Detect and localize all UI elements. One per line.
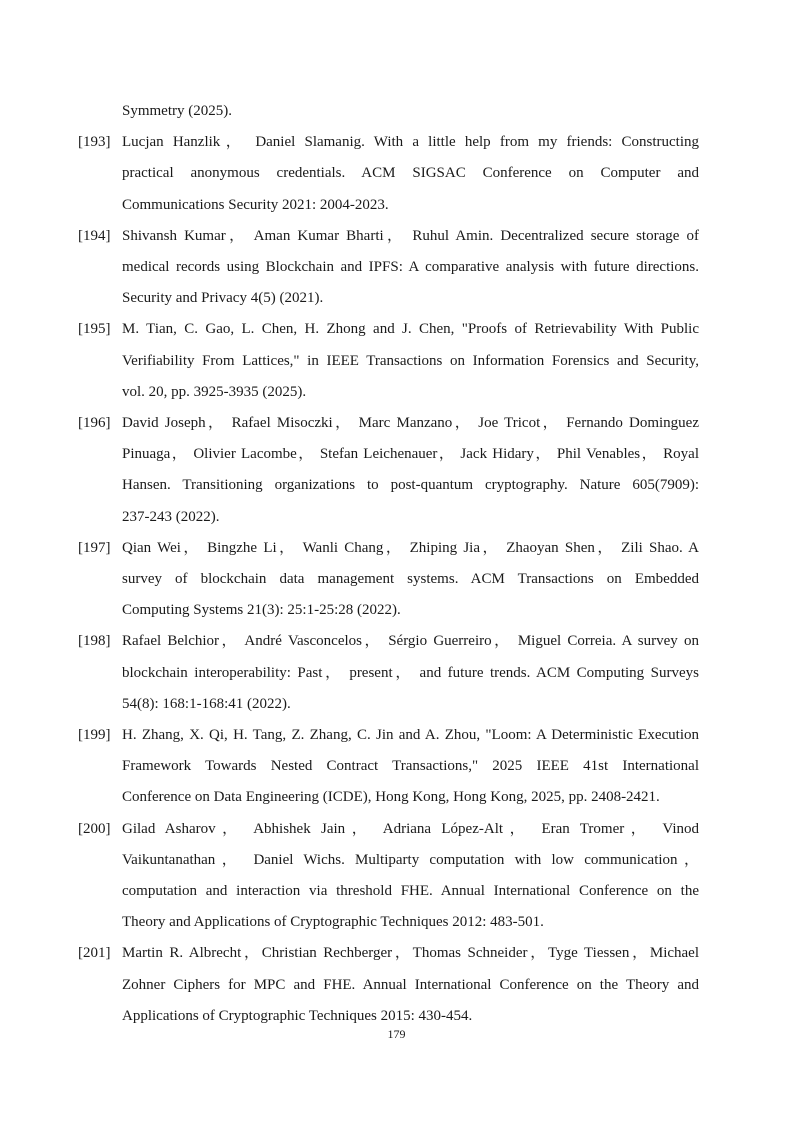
reference-number: [197] (78, 539, 111, 556)
reference-line: vol. 20, pp. 3925-3935 (2025). (122, 383, 307, 400)
reference-line: Vaikuntanathan， Daniel Wichs. Multiparty computation with low communication， (122, 851, 699, 868)
reference-line: Computing Systems 21(3): 25:1-25:28 (2022). (122, 602, 401, 619)
reference-line: Security and Privacy 4(5) (2021). (122, 290, 324, 307)
reference-line: Framework Towards Nested Contract Transactions," 2025 IEEE 41st International (122, 758, 699, 775)
reference-number: [198] (78, 633, 111, 650)
reference-line: 54(8): 168:1-168:41 (2022). (122, 695, 291, 712)
reference-line: Martin R. Albrecht，Christian Rechberger，Thomas Schneider，Tyge Tiessen，Michael (122, 945, 699, 962)
reference-text (122, 221, 699, 315)
reference-entry (0, 938, 793, 1032)
reference-line: practical anonymous credentials. ACM SIGSAC Conference on Computer and (122, 165, 699, 182)
reference-line: Rafael Belchior， André Vasconcelos， Sérgio Guerreiro， Miguel Correia. A survey on (122, 633, 699, 650)
reference-line: Hansen. Transitioning organizations to post-quantum cryptography. Nature 605(7909): (122, 477, 699, 494)
reference-line: Conference on Data Engineering (ICDE), Hong Kong, Hong Kong, 2025, pp. 2408-2421. (122, 789, 660, 806)
reference-entry (0, 533, 793, 627)
reference-line: blockchain interoperability: Past， present， and future trends. ACM Computing Surveys (122, 664, 699, 681)
reference-number: [195] (78, 321, 111, 338)
reference-entry (0, 720, 793, 814)
reference-number: [200] (78, 820, 111, 837)
reference-entry (0, 127, 793, 221)
reference-line: Theory and Applications of Cryptographic Techniques 2012: 483-501. (122, 914, 544, 931)
continuation-line: Symmetry (2025). (122, 103, 232, 119)
reference-number: [193] (78, 134, 111, 151)
reference-text (122, 533, 699, 627)
reference-entry (0, 314, 793, 408)
reference-line: Shivansh Kumar， Aman Kumar Bharti， Ruhul Amin. Decentralized secure storage of (122, 227, 699, 244)
reference-line: Applications of Cryptographic Techniques 2015: 430-454. (122, 1007, 473, 1024)
reference-number: [201] (78, 945, 111, 962)
reference-line: Zohner Ciphers for MPC and FHE. Annual International Conference on the Theory and (122, 976, 699, 993)
reference-number: [199] (78, 727, 111, 744)
reference-number: [194] (78, 227, 111, 244)
reference-line: Pinuaga， Olivier Lacombe， Stefan Leichenauer， Jack Hidary， Phil Venables， Royal (122, 446, 699, 463)
reference-line: Qian Wei， Bingzhe Li， Wanli Chang， Zhiping Jia， Zhaoyan Shen， Zili Shao. A (122, 539, 699, 556)
reference-text (122, 814, 699, 939)
reference-line: 237-243 (2022). (122, 508, 220, 525)
reference-line: H. Zhang, X. Qi, H. Tang, Z. Zhang, C. Jin and A. Zhou, "Loom: A Deterministic Execution (122, 727, 699, 744)
reference-text (122, 408, 699, 533)
reference-entries (0, 127, 793, 1032)
reference-entry (0, 221, 793, 315)
reference-text (122, 938, 699, 1032)
reference-line: M. Tian, C. Gao, L. Chen, H. Zhong and J. Chen, "Proofs of Retrievability With Public (122, 321, 699, 338)
reference-list (0, 96, 793, 1032)
reference-text (122, 626, 699, 720)
reference-line: medical records using Blockchain and IPFS: A comparative analysis with future directions. (122, 259, 699, 276)
reference-line: Lucjan Hanzlik， Daniel Slamanig. With a little help from my friends: Constructing (122, 134, 699, 151)
reference-entry (0, 626, 793, 720)
reference-line: Gilad Asharov， Abhishek Jain， Adriana López-Alt， Eran Tromer， Vinod (122, 820, 699, 837)
reference-line: Verifiability From Lattices," in IEEE Transactions on Information Forensics and Security, (122, 352, 699, 369)
reference-entry (0, 814, 793, 939)
reference-line: Communications Security 2021: 2004-2023. (122, 196, 389, 213)
reference-text (122, 314, 699, 408)
reference-line: David Joseph， Rafael Misoczki， Marc Manzano， Joe Tricot， Fernando Dominguez (122, 415, 699, 432)
reference-entry (0, 408, 793, 533)
reference-text (122, 127, 699, 221)
reference-line: survey of blockchain data management systems. ACM Transactions on Embedded (122, 571, 699, 588)
reference-text (122, 720, 699, 814)
reference-line: computation and interaction via threshold FHE. Annual International Conference on the (122, 883, 699, 900)
reference-number: [196] (78, 415, 111, 432)
page-number: 179 (387, 1027, 406, 1041)
